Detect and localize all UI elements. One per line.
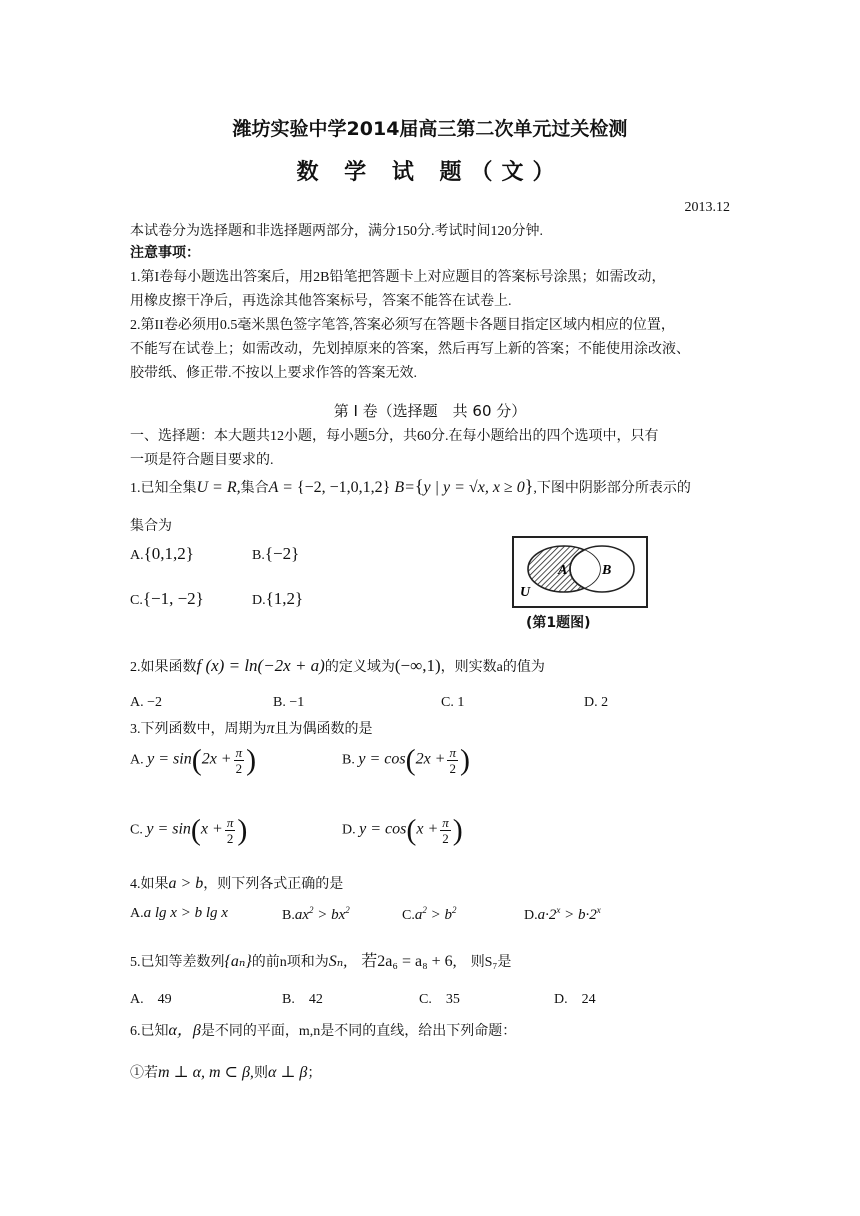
q4-option-c-label: C. [402, 908, 415, 923]
exam-subtitle: 数 学 试 题（文） [296, 160, 564, 185]
q3-option-c-label: C. [130, 822, 143, 838]
question-5-stem [130, 948, 511, 971]
figure-caption: (第1题图) [526, 615, 591, 631]
q6-item1-expr: m ⊥ α, m ⊂ β, [158, 1064, 254, 1081]
q3-option-d-arg: x + [416, 820, 439, 838]
q6-planes: α，β [168, 1022, 201, 1039]
q3-option-d: D. y = cos(x + $\frac{\pi}{2}$ ) [342, 813, 463, 847]
q3-option-b-fn: y = cos [358, 750, 406, 768]
q3-tail: 且为偶函数的是 [274, 722, 373, 737]
venn-label-b: B [602, 563, 612, 578]
pi-over-2-fraction: $\frac{\pi}{2}$ [235, 745, 243, 776]
section-desc: 一、选择题：本大题共12小题，每小题5分，共60分.在每小题给出的四个选项中，只有 [130, 429, 659, 444]
q3-option-a-arg: 2x + [201, 750, 232, 768]
q5-tail: 则S₇是 [470, 955, 512, 970]
q5-option-d: D. 24 [554, 992, 596, 1007]
pi-over-2-fraction: $\frac{\pi}{2}$ [449, 745, 456, 776]
q1-lead: 1.已知全集 [130, 481, 197, 496]
q1-line2: 集合为 [130, 519, 172, 534]
question-3-stem [130, 718, 373, 738]
q2-option-b: B. −1 [273, 695, 305, 710]
q4-option-a [130, 905, 228, 922]
q1-option-c-label: C. [130, 593, 143, 608]
q1-set-a: {−2, −1,0,1,2} [296, 479, 391, 496]
q6-item1-end: ； [307, 1066, 322, 1081]
q6-item1-result: α ⊥ β [267, 1064, 308, 1081]
q3-option-a-label: A. [130, 752, 144, 768]
q1-option-d [252, 589, 303, 609]
q1-option-d-label: D. [252, 593, 266, 608]
q5-lead: 5.已知等差数列 [130, 955, 225, 970]
q2-option-d: D. 2 [584, 695, 609, 710]
q4-option-c: $C.a^2 > b^2$ [402, 905, 457, 923]
venn-label-a: A [558, 563, 568, 578]
q3-option-b-label: B. [342, 752, 355, 768]
q4-option-a-value: a lg x > b lg x [143, 905, 228, 921]
intro-text: 本试卷分为选择题和非选择题两部分，满分150分.考试时间120分钟. [130, 224, 543, 239]
q4-option-d: $D.a\cdot 2^x > b\cdot 2^x$ [524, 905, 601, 923]
q3-pi: π [266, 720, 275, 737]
notes-line: 2.第II卷必须用0.5毫米黑色签字笔答,答案必须写在答题卡各题目指定区域内相应的位置， [130, 318, 675, 333]
q5-option-a: A. 49 [130, 992, 172, 1007]
q6-item1-then: 则 [253, 1066, 268, 1081]
q4-condition: a > b [168, 875, 204, 892]
question-4-stem [130, 873, 343, 893]
q3-option-b: B. y = cos(2x + $\frac{\pi}{2}$ ) [342, 743, 470, 777]
q3-option-c-fn: y = sin [146, 820, 191, 838]
q1-option-b [252, 544, 299, 564]
q3-option-d-fn: y = cos [359, 820, 407, 838]
q1-option-c [130, 589, 204, 609]
q4-option-d-label: D. [524, 908, 538, 923]
venn-label-u: U [520, 585, 531, 600]
q6-proposition-1 [130, 1062, 321, 1082]
q1-set-a-label: A = [268, 479, 297, 496]
q6-tail: 是不同的平面，m,n是不同的直线，给出下列命题： [200, 1024, 517, 1039]
section-desc: 一项是符合题目要求的. [130, 453, 274, 468]
q5-condition: 若2a₆ = a₈ + 6, [361, 953, 457, 970]
venn-diagram [512, 536, 648, 608]
q1-option-b-value: {−2} [264, 544, 300, 563]
notes-line: 1.第I卷每小题选出答案后，用2B铅笔把答题卡上对应题目的答案标号涂黑；如需改动， [130, 270, 666, 285]
q5-sequence: {aₙ} [224, 953, 252, 970]
question-1-stem [130, 476, 691, 497]
q3-option-d-label: D. [342, 822, 356, 838]
exam-title: 潍坊实验中学2014届高三第二次单元过关检测 [232, 118, 628, 140]
q2-domain: (−∞,1) [394, 656, 441, 675]
q2-function: f (x) = ln(−2x + a) [196, 656, 325, 675]
q1-set-b-body: y | y = √x, x ≥ 0 [423, 479, 525, 496]
q1-option-a [130, 544, 194, 564]
q4-option-b: $B.ax^2 > bx^2$ [282, 905, 350, 923]
q2-mid: 的定义域为 [324, 660, 395, 675]
q1-set-b-open: { [414, 476, 424, 496]
q4-lead: 4.如果 [130, 877, 169, 892]
q2-lead: 2.如果函数 [130, 660, 197, 675]
q3-option-a-fn: y = sin [147, 750, 192, 768]
notes-line: 不能写在试卷上；如需改动，先划掉原来的答案，然后再写上新的答案；不能使用涂改液、 [130, 342, 690, 357]
q6-item1-mark: ①若 [130, 1066, 158, 1081]
q1-option-a-label: A. [130, 548, 144, 563]
q1-universal-set: U = R, [196, 479, 241, 496]
q1-setword: 集合 [240, 481, 269, 496]
q1-set-b-close: } [524, 476, 534, 496]
section-title: 第 I 卷（选择题 共 60 分） [333, 402, 527, 420]
notes-line: 用橡皮擦干净后，再选涂其他答案标号，答案不能答在试卷上. [130, 294, 512, 309]
q3-option-b-arg: 2x + [415, 750, 446, 768]
q3-option-c: C. y = sin(x + $\frac{\pi}{2}$ ) [130, 813, 248, 847]
q5-option-c: C. 35 [419, 992, 460, 1007]
notes-line: 胶带纸、修正带.不按以上要求作答的答案无效. [130, 366, 417, 381]
exam-date: 2013.12 [684, 200, 730, 215]
q3-option-a: A. y = sin(2x + $\frac{\pi}{2}$ ) [130, 743, 257, 777]
q2-tail: ，则实数a的值为 [440, 660, 545, 675]
q4-tail: ，则下列各式正确的是 [203, 877, 344, 892]
q5-sum: Sₙ, [328, 953, 348, 970]
q4-option-b-label: B. [282, 908, 295, 923]
q1-tail: ,下图中阴影部分所表示的 [533, 481, 691, 496]
q1-option-b-label: B. [252, 548, 265, 563]
q3-option-c-arg: x + [200, 820, 223, 838]
q4-option-a-label: A. [130, 906, 144, 921]
question-6-stem [130, 1017, 516, 1040]
q5-mid: 的前n项和为 [251, 955, 329, 970]
q1-option-d-value: {1,2} [265, 589, 304, 608]
pi-over-2-fraction: $\frac{\pi}{2}$ [442, 815, 449, 846]
q6-lead: 6.已知 [130, 1024, 169, 1039]
q1-option-a-value: {0,1,2} [143, 544, 194, 563]
q3-lead: 3.下列函数中，周期为 [130, 722, 267, 737]
q1-option-c-value: {−1, −2} [142, 589, 204, 608]
q2-option-c: C. 1 [441, 695, 465, 710]
q5-option-b: B. 42 [282, 992, 323, 1007]
q2-option-a: A. −2 [130, 695, 163, 710]
question-2-stem [130, 656, 545, 676]
notes-heading: 注意事项： [130, 245, 200, 261]
q1-set-b-label: B= [390, 479, 415, 496]
pi-over-2-fraction: $\frac{\pi}{2}$ [226, 815, 234, 846]
